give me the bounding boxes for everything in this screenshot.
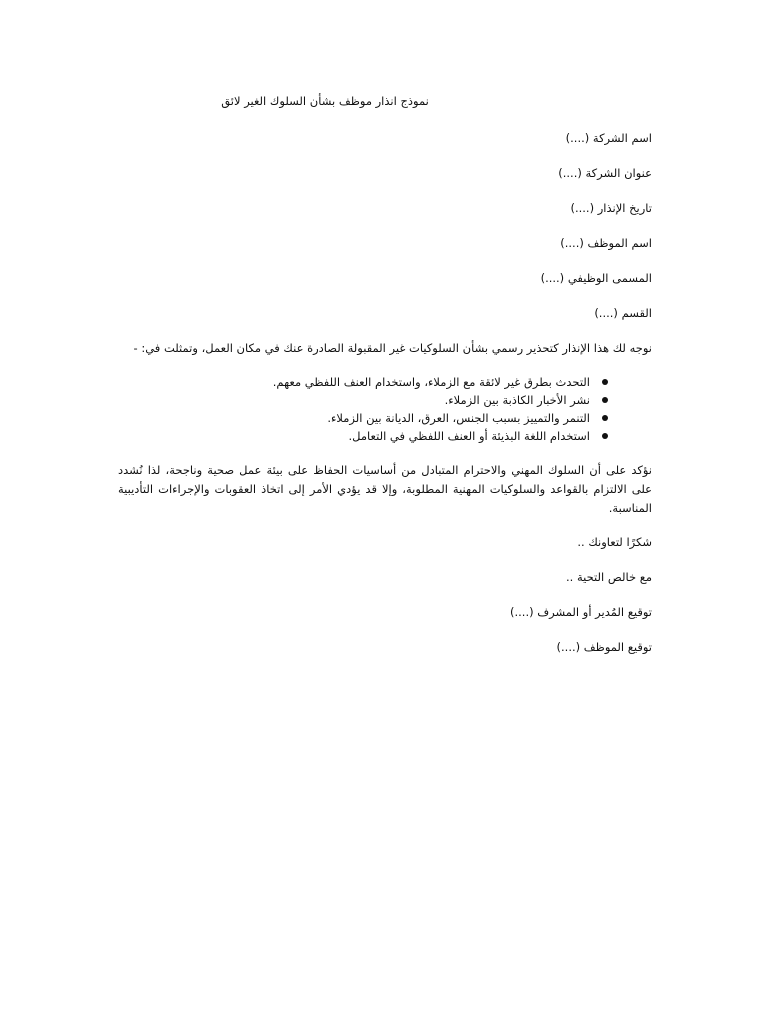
list-item-text: نشر الأخبار الكاذبة بين الزملاء. xyxy=(444,393,590,407)
company-address-field: عنوان الشركة (....) xyxy=(558,166,652,180)
manager-signature: توقيع المُدير أو المشرف (....) xyxy=(510,605,652,619)
violations-list xyxy=(118,373,652,445)
warning-date-field: تاريخ الإنذار (....) xyxy=(570,201,652,215)
job-title-field: المسمى الوظيفي (....) xyxy=(540,271,652,285)
list-item xyxy=(118,409,608,427)
employee-signature: توقيع الموظف (....) xyxy=(556,640,652,654)
department-field: القسم (....) xyxy=(594,306,652,320)
letter-title: نموذج انذار موظف بشأن السلوك الغير لائق xyxy=(221,94,429,108)
thanks-line: شكرًا لتعاونك .. xyxy=(577,535,652,549)
list-item xyxy=(118,427,608,445)
list-item-text: التحدث بطرق غير لائقة مع الزملاء، واستخدام العنف اللفظي معهم. xyxy=(272,375,590,389)
list-item xyxy=(118,373,608,391)
regards-line: مع خالص التحية .. xyxy=(566,570,652,584)
list-item-text: استخدام اللغة البذيئة أو العنف اللفظي في التعامل. xyxy=(348,429,590,443)
list-item-text: التنمر والتمييز بسبب الجنس، العرق، الديانة بين الزملاء. xyxy=(327,411,590,425)
bullet-icon xyxy=(602,379,608,385)
employee-name-field: اسم الموظف (....) xyxy=(560,236,652,250)
warning-letter xyxy=(118,94,652,674)
bullet-icon xyxy=(602,397,608,403)
body-paragraph: نؤكد على أن السلوك المهني والاحترام المتبادل من أساسيات الحفاظ على بيئة عمل صحية وناجحة، لذا نُشدد على الالتزام بالقواعد والسلوكيات المهنية المطلوبة، وإلا قد يؤدي الأمر إلى اتخاذ العقوبات والإجراءات التأديبية المناسبة. xyxy=(118,463,652,515)
bullet-icon xyxy=(602,433,608,439)
intro-text: نوجه لك هذا الإنذار كتحذير رسمي بشأن السلوكيات غير المقبولة الصادرة عنك في مكان العمل، وتمثلت في: - xyxy=(133,341,652,355)
bullet-icon xyxy=(602,415,608,421)
company-name-field: اسم الشركة (....) xyxy=(565,131,652,145)
list-item xyxy=(118,391,608,409)
